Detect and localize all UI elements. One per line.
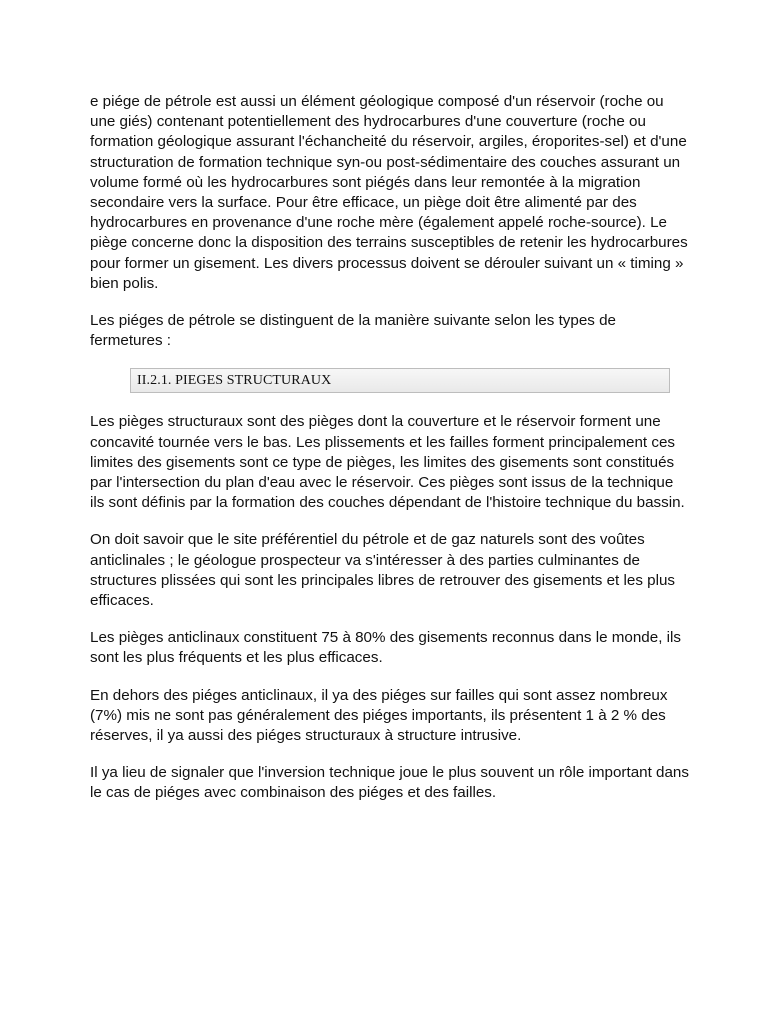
section-heading-box — [130, 368, 670, 393]
paragraph-fault-traps: En dehors des piéges anticlinaux, il ya des piéges sur failles qui sont assez nombreux (7%) mis ne sont pas généralement des piéges importants, ils présentent 1 à 2 % des réserves, il ya aussi des piéges structuraux à structure intrusive. — [90, 686, 668, 745]
paragraph-structural-traps: Les pièges structuraux sont des pièges dont la couverture et le réservoir forment une concavité tournée vers le bas. Les plissements et les failles forment principalement ces limites des gisements sont ce type de pièges, les limites des gisements sont constitués par l'intersection du plan d'eau avec le réservoir. Ces pièges sont issus de la technique ils sont définis par la formation des couches dépendant de l'histoire technique du bassin. — [90, 413, 685, 512]
document-body — [90, 92, 690, 821]
paragraph-trap-types-intro: Les piéges de pétrole se distinguent de la manière suivante selon les types de fermetures : — [90, 312, 616, 350]
paragraph-trap-definition: e piége de pétrole est aussi un élément géologique composé d'un réservoir (roche ou une giés) contenant potentiellement des hydrocarbures d'une couverture (roche ou formation géologique assurant l'échancheité du réservoir, argiles, éroporites-sel) et d'une structuration de formation technique syn-ou post-sédimentaire des couches assurant un volume formé où les hydrocarbures sont piégés dans leur remontée à la migration secondaire vers la surface. Pour être efficace, un piège doit être alimenté par des hydrocarbures en provenance d'une roche mère (également appelé roche-source). Le piège concerne donc la disposition des terrains susceptibles de retenir les hydrocarbures pour former un gisement. Les divers processus doivent se dérouler suivant un « timing » bien polis. — [90, 93, 688, 292]
paragraph-tectonic-inversion: Il ya lieu de signaler que l'inversion technique joue le plus souvent un rôle important dans le cas de piéges avec combinaison des piéges et des failles. — [90, 764, 689, 802]
paragraph-anticlinal-vaults: On doit savoir que le site préférentiel du pétrole et de gaz naturels sont des voûtes anticlinales ; le géologue prospecteur va s'intéresser à des parties culminantes de structures plissées qui sont les principales libres de retrouver des gisements et les plus efficaces. — [90, 531, 675, 610]
paragraph-anticlinal-share: Les pièges anticlinaux constituent 75 à 80% des gisements reconnus dans le monde, ils sont les plus fréquents et les plus efficaces. — [90, 629, 681, 667]
section-heading: II.2.1. PIEGES STRUCTURAUX — [137, 372, 332, 388]
